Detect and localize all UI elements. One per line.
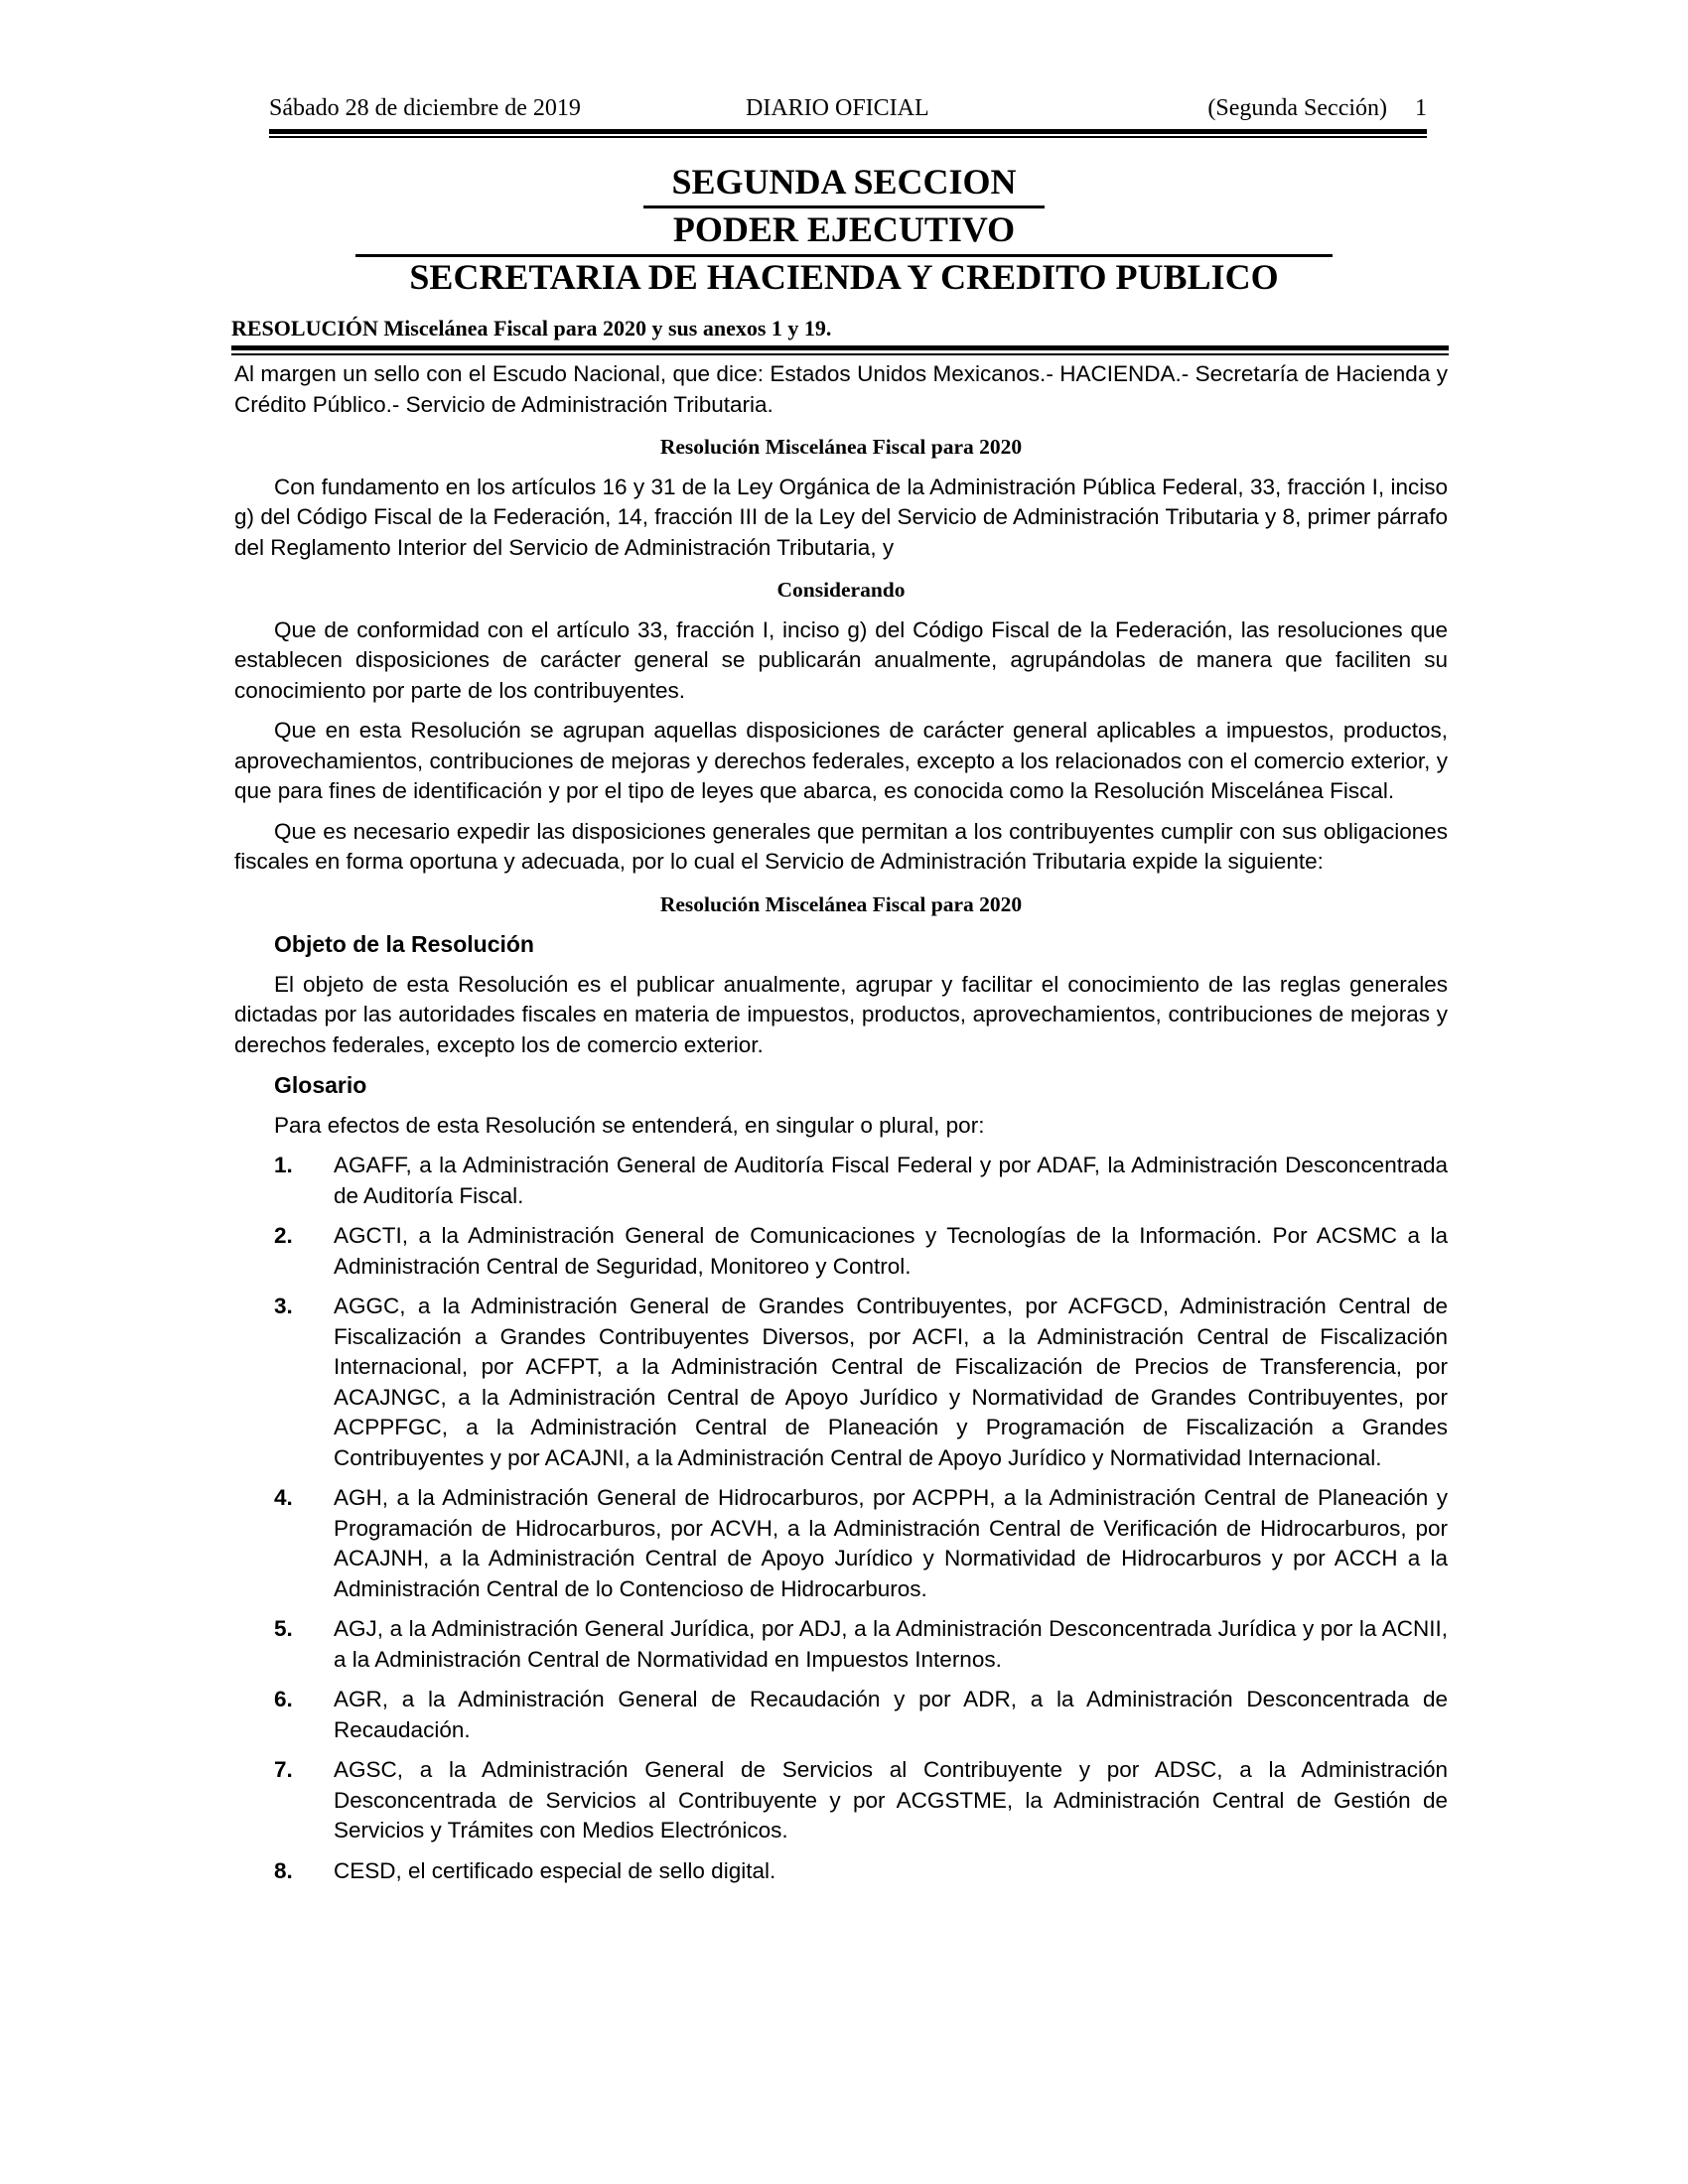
glossary-item-number: 3.: [274, 1294, 293, 1318]
glossary-list: [234, 1151, 1448, 1886]
running-header: [269, 95, 1427, 129]
glossary-item-text: AGR, a la Administración General de Recaudación y por ADR, a la Administración Desconcentrada de Recaudación.: [334, 1687, 1448, 1742]
glossary-item-number: 5.: [274, 1616, 293, 1641]
heading-glosario: Glosario: [274, 1072, 367, 1098]
paragraph-considerando-3: Que es necesario expedir las disposiciones generales que permitan a los contribuyentes cumplir con sus obligaciones fiscales en forma oportuna y adecuada, por lo cual el Servicio de Administración Tributaria expide la siguiente:: [234, 818, 1448, 874]
paragraph-considerando-1: Que de conformidad con el artículo 33, fracción I, inciso g) del Código Fiscal de la Federación, las resoluciones que establecen disposiciones de carácter general se publicarán anualmente, agrupándolas de manera que faciliten su conocimiento por parte de los contribuyentes.: [234, 616, 1448, 703]
header-rule-thick: [269, 129, 1427, 134]
heading-considerando: Considerando: [776, 578, 906, 602]
header-publication: DIARIO OFICIAL: [746, 95, 929, 121]
glossary-item-text: AGCTI, a la Administración General de Comunicaciones y Tecnologías de la Información. Por ACSMC a la Administración Central de Seguridad, Monitoreo y Control.: [334, 1223, 1448, 1279]
paragraph-considerando-2: Que en esta Resolución se agrupan aquellas disposiciones de carácter general aplicables a impuestos, productos, aprovechamientos, contribuciones de mejoras y derechos federales, excepto a los relacionados con el comercio exterior, y que para fines de identificación y por el tipo de leyes que abarca, es conocida como la Resolución Miscelánea Fiscal.: [234, 718, 1448, 803]
glossary-item: [234, 1483, 1448, 1604]
paragraph-objeto: El objeto de esta Resolución es el publicar anualmente, agrupar y facilitar el conocimiento de las reglas generales dictadas por las autoridades fiscales en materia de impuestos, productos, aprovechamientos, contribuciones de mejoras y derechos federales, excepto los de comercio exterior.: [234, 971, 1448, 1057]
glossary-item: [234, 1755, 1448, 1846]
heading-resolucion: Resolución Miscelánea Fiscal para 2020: [659, 435, 1023, 459]
branch-title: PODER EJECUTIVO: [672, 209, 1016, 249]
resolution-rule-thick: [231, 345, 1449, 350]
glossary-item-text: AGSC, a la Administración General de Servicios al Contribuyente y por ADSC, a la Administración Desconcentrada de Servicios al Contribuyente y por ACGSTME, la Administración Central de Gestión de Servicios y Trámites con Medios Electrónicos.: [334, 1757, 1448, 1843]
header-page-number: 1: [1415, 95, 1427, 121]
glossary-item-text: AGJ, a la Administración General Jurídica, por ADJ, a la Administración Desconcentrada Jurídica y por la ACNII, a la Administración Central de Normatividad en Impuestos Internos.: [334, 1616, 1448, 1672]
ministry-title: SECRETARIA DE HACIENDA Y CREDITO PUBLICO: [409, 257, 1279, 297]
glossary-item-number: 2.: [274, 1223, 293, 1248]
glossary-item-number: 1.: [274, 1153, 293, 1177]
heading-objeto: Objeto de la Resolución: [274, 931, 534, 957]
glossary-item-number: 6.: [274, 1687, 293, 1711]
glossary-item: [234, 1856, 1448, 1887]
resolution-title: RESOLUCIÓN Miscelánea Fiscal para 2020 y sus anexos 1 y 19.: [231, 316, 832, 341]
header-date: Sábado 28 de diciembre de 2019: [269, 95, 581, 121]
glossary-item: [234, 1151, 1448, 1211]
resolution-rule-thin: [231, 353, 1449, 355]
glossary-item: [234, 1614, 1448, 1675]
seal-note: Al margen un sello con el Escudo Nacional, que dice: Estados Unidos Mexicanos.- HACIENDA.- Secretaría de Hacienda y Crédito Público.- Servicio de Administración Tributaria.: [234, 361, 1448, 417]
glossary-item: [234, 1685, 1448, 1745]
glossary-item: [234, 1221, 1448, 1282]
glossary-item-text: AGGC, a la Administración General de Grandes Contribuyentes, por ACFGCD, Administración Central de Fiscalización a Grandes Contribuyentes Diversos, por ACFI, a la Administración Central de Fiscalización Internacional, por ACFPT, a la Administración Central de Fiscalización de Precios de Transferencia, por ACAJNGC, a la Administración Central de Apoyo Jurídico y Normatividad de Grandes Contribuyentes, por ACPPFGC, a la Administración Central de Planeación y Programación de Fiscalización a Grandes Contribuyentes y por ACAJNI, a la Administración Central de Apoyo Jurídico y Normatividad Internacional.: [334, 1294, 1448, 1470]
glossary-item-number: 8.: [274, 1857, 293, 1883]
paragraph-glosario-intro: Para efectos de esta Resolución se entenderá, en singular o plural, por:: [274, 1112, 985, 1138]
document-body: [234, 359, 1448, 1896]
glossary-item: [234, 1292, 1448, 1473]
section-title: SEGUNDA SECCION: [671, 162, 1017, 202]
heading-resolucion-2: Resolución Miscelánea Fiscal para 2020: [659, 891, 1023, 916]
paragraph-fundamento: Con fundamento en los artículos 16 y 31 de la Ley Orgánica de la Administración Pública Federal, 33, fracción I, inciso g) del Código Fiscal de la Federación, 14, fracción III de la Ley del Servicio de Administración Tributaria y 8, primer párrafo del Reglamento Interior del Servicio de Administración Tributaria, y: [234, 474, 1448, 560]
glossary-item-text: AGH, a la Administración General de Hidrocarburos, por ACPPH, a la Administración Central de Planeación y Programación de Hidrocarburos, por ACVH, a la Administración Central de Verificación de Hidrocarburos, por ACAJNH, a la Administración Central de Apoyo Jurídico y Normatividad de Hidrocarburos y por ACCH a la Administración Central de lo Contencioso de Hidrocarburos.: [334, 1485, 1448, 1601]
glossary-item-number: 4.: [274, 1485, 293, 1510]
glossary-item-number: 7.: [274, 1757, 293, 1782]
glossary-item-text: AGAFF, a la Administración General de Auditoría Fiscal Federal y por ADAF, la Administración Desconcentrada de Auditoría Fiscal.: [334, 1153, 1448, 1208]
glossary-item-text: CESD, el certificado especial de sello digital.: [334, 1857, 776, 1883]
header-section: (Segunda Sección): [1207, 95, 1387, 121]
header-rule-thin: [269, 136, 1427, 138]
